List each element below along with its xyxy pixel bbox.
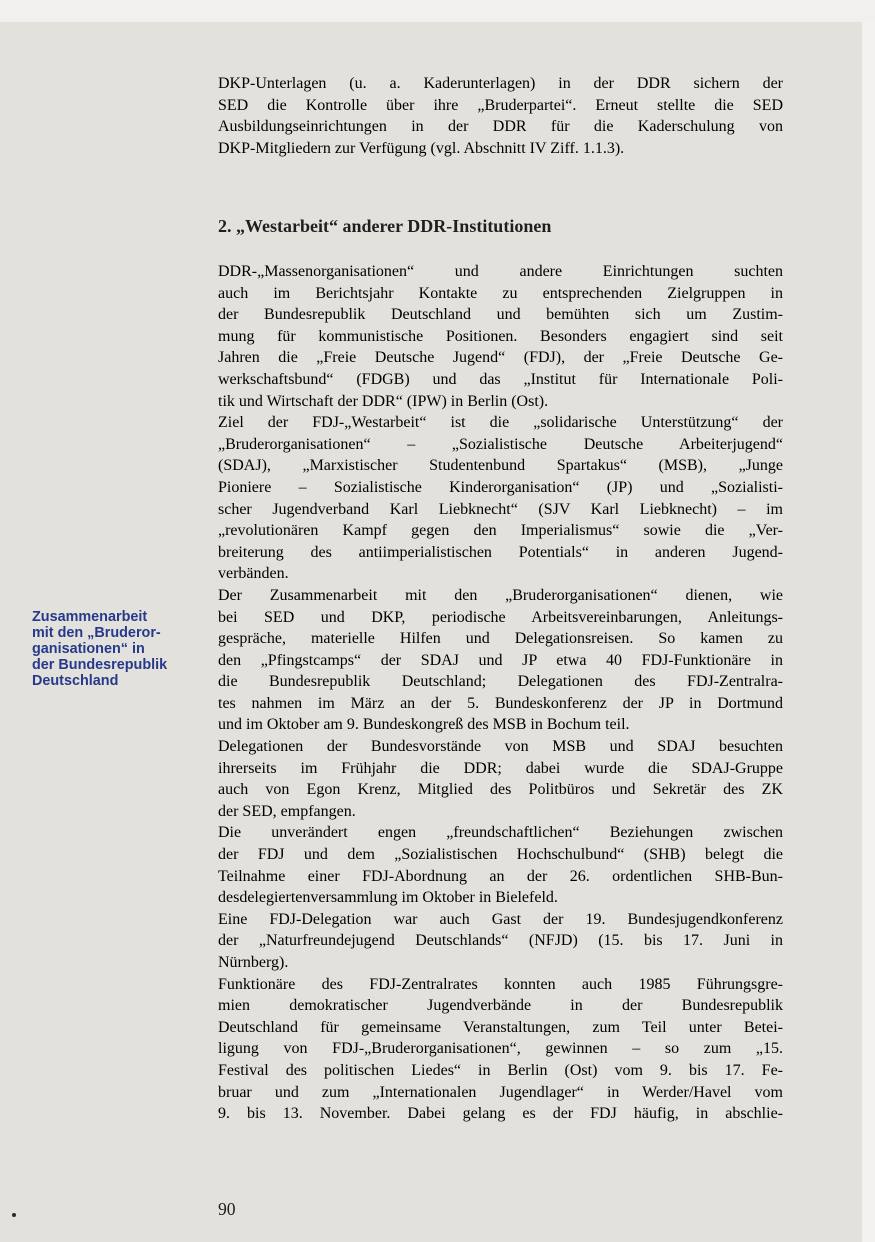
text-line: mung für kommunistische Positionen. Besonders engagiert sind seit <box>218 327 783 345</box>
text-line: bruar und zum „Internationalen Jugendlager“ in Werder/Havel vom <box>218 1083 783 1101</box>
intro-paragraph <box>218 75 783 161</box>
text-line: der FDJ und dem „Sozialistischen Hochschulbund“ (SHB) belegt die <box>218 846 783 864</box>
text-line: DKP-Unterlagen (u. a. Kaderunterlagen) in der DDR sichern der <box>218 75 783 92</box>
text-line: Ausbildungseinrichtungen in der DDR für die Kaderschulung von <box>218 118 783 136</box>
text-line: Ziel der FDJ-„Westarbeit“ ist die „solidarische Unterstützung“ der <box>218 414 783 432</box>
text-line: (SDAJ), „Marxistischer Studentenbund Spartakus“ (MSB), „Junge <box>218 457 783 475</box>
margin-note <box>32 609 192 689</box>
text-line: die Bundesrepublik Deutschland; Delegationen des FDJ-Zentralra- <box>218 673 783 691</box>
text-line: gespräche, materielle Hilfen und Delegationsreisen. So kamen zu <box>218 630 783 648</box>
text-line: und im Oktober am 9. Bundeskongreß des MSB in Bochum teil. <box>218 716 630 734</box>
text-line: Funktionäre des FDJ-Zentralrates konnten auch 1985 Führungsgre- <box>218 975 783 993</box>
text-line: mien demokratischer Jugendverbände in der Bundesrepublik <box>218 997 783 1015</box>
scan-speck <box>12 1213 16 1217</box>
text-line: Die unverändert engen „freundschaftlichen“ Beziehungen zwischen <box>218 824 783 842</box>
text-line: DDR-„Massenorganisationen“ und andere Einrichtungen suchten <box>218 263 783 280</box>
margin-note-line: Deutschland <box>32 673 119 689</box>
text-line: der Bundesrepublik Deutschland und bemühten sich um Zustim- <box>218 306 783 324</box>
margin-note-line: mit den „Bruderor- <box>32 625 161 641</box>
page-number: 90 <box>218 1199 236 1219</box>
text-line: ihrerseits im Frühjahr die DDR; dabei wurde die SDAJ-Gruppe <box>218 759 783 777</box>
text-line: den „Pfingstcamps“ der SDAJ und JP etwa 40 FDJ-Funktionäre in <box>218 651 783 669</box>
text-line: Jahren die „Freie Deutsche Jugend“ (FDJ), der „Freie Deutsche Ge- <box>218 349 783 367</box>
text-line: 9. bis 13. November. Dabei gelang es der FDJ häufig, in abschlie- <box>218 1105 783 1123</box>
body-text <box>218 263 783 1127</box>
text-line: desdelegiertenversammlung im Oktober in Bielefeld. <box>218 889 558 907</box>
text-line: Eine FDJ-Delegation war auch Gast der 19. Bundesjugendkonferenz <box>218 910 783 928</box>
text-line: DKP-Mitgliedern zur Verfügung (vgl. Abschnitt IV Ziff. 1.1.3). <box>218 139 625 157</box>
text-line: verbänden. <box>218 565 289 583</box>
text-line: „Bruderorganisationen“ – „Sozialistische Deutsche Arbeiterjugend“ <box>218 435 783 453</box>
text-line: werkschaftsbund“ (FDGB) und das „Institut für Internationale Poli- <box>218 370 783 388</box>
text-line: SED die Kontrolle über ihre „Bruderpartei“. Erneut stellte die SED <box>218 96 783 114</box>
text-line: auch im Berichtsjahr Kontakte zu entsprechenden Zielgruppen in <box>218 284 783 302</box>
scan-border-top <box>0 0 875 22</box>
page-edge <box>862 22 875 1242</box>
margin-note-line: ganisationen“ in <box>32 641 145 657</box>
text-line: Nürnberg). <box>218 954 289 971</box>
text-line: „revolutionären Kampf gegen den Imperialismus“ sowie die „Ver- <box>218 522 783 540</box>
text-line: auch von Egon Krenz, Mitglied des Politbüros und Sekretär des ZK <box>218 781 783 799</box>
margin-note-line: Zusammenarbeit <box>32 609 148 625</box>
section-heading: 2. „Westarbeit“ anderer DDR-Institutionen <box>218 216 552 236</box>
text-line: der SED, empfangen. <box>218 802 356 820</box>
text-line: bei SED und DKP, periodische Arbeitsvereinbarungen, Anleitungs- <box>218 608 783 626</box>
text-line: der „Naturfreundejugend Deutschlands“ (NFJD) (15. bis 17. Juni in <box>218 932 783 950</box>
text-line: Deutschland für gemeinsame Veranstaltungen, zum Teil unter Betei- <box>218 1018 783 1036</box>
text-line: tik und Wirtschaft der DDR“ (IPW) in Berlin (Ost). <box>218 392 549 410</box>
text-line: ligung von FDJ-„Bruderorganisationen“, gewinnen – so zum „15. <box>218 1040 783 1058</box>
text-line: Der Zusammenarbeit mit den „Bruderorganisationen“ dienen, wie <box>218 586 783 604</box>
text-line: scher Jugendverband Karl Liebknecht“ (SJV Karl Liebknecht) – im <box>218 500 783 518</box>
text-line: breiterung des antiimperialistischen Potentials“ in anderen Jugend- <box>218 543 783 561</box>
text-line: Teilnahme einer FDJ-Abordnung an der 26. ordentlichen SHB-Bun- <box>218 867 783 885</box>
margin-note-line: der Bundesrepublik <box>32 657 168 673</box>
text-line: tes nahmen im März an der 5. Bundeskonferenz der JP in Dortmund <box>218 694 783 712</box>
text-line: Festival des politischen Liedes“ in Berlin (Ost) vom 9. bis 17. Fe- <box>218 1061 783 1079</box>
text-line: Delegationen der Bundesvorstände von MSB und SDAJ besuchten <box>218 738 783 756</box>
text-line: Pioniere – Sozialistische Kinderorganisation“ (JP) und „Sozialisti- <box>218 478 783 496</box>
